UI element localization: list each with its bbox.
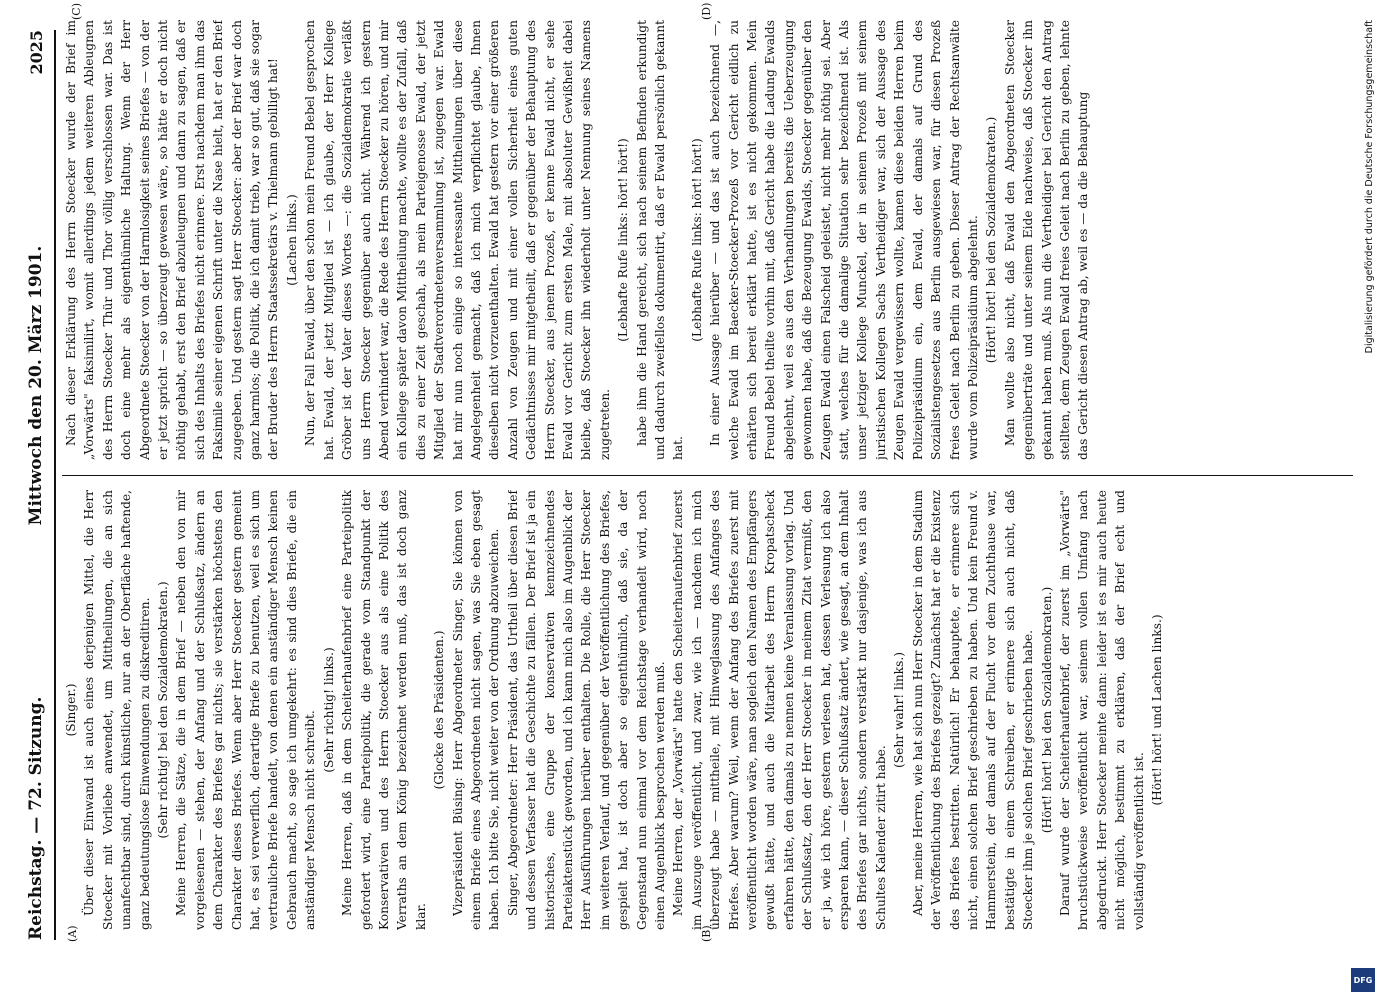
paragraph: (Glocke des Präsidenten.) [432, 630, 447, 790]
right-text-column [62, 20, 1353, 460]
page-number: 2025 [26, 30, 46, 75]
paragraph: (Lachen links.) [284, 194, 299, 286]
margin-marker-d: (D) [700, 2, 713, 20]
margin-marker-a: (A) [66, 925, 79, 942]
paragraph: (Singer.) [64, 683, 78, 737]
header-rule [54, 30, 56, 940]
paragraph: Meine Herren, daß in dem Scheiterhaufenbrief eine Parteipolitik gefordert wird, eine Parteipolitik, die gerade vom Standpunkt der Konservativen und des Herrn Stoecker aus als eine Politik des Verraths an dem König bezeichnet werden muß, das ist doch ganz klar. [340, 490, 428, 930]
paragraph: Meine Herren, der „Vorwärts" hatte den Scheiterhaufenbrief zuerst im Auszuge veröffentlicht, und zwar, wie ich — nachdem ich mich überzeugt habe — mittheile, mit Hinweglassung des Anfanges des Briefes. Aber warum? Weil, wenn der Anfang des Briefes zuerst mit veröffentlicht worden wäre, man sogleich den Namen des Empfängers gewußt hätte, und auch die Mitarbeit des Herrn Kropatscheck erfahren hätte, den damals zu nennen keine Veranlassung vorlag. Und der Schlußsatz, den der Herr Stoecker in meinem Zitat vermißt, den er ja, wie ich höre, gestern verlesen hat, dessen Verlesung ich also ersparen kann, — dieser Schlußsatz ändert, wie gesagt, an dem Inhalt des Briefes gar nichts, sondern verstärkt nur dasjenige, was ich aus Schultes Kalender zitirt habe. [671, 490, 888, 930]
paragraph: (Hört! hört! und Lachen links.) [1149, 614, 1164, 806]
digitization-note: Digitalisierung gefördert durch die Deutsche Forschungsgemeinschaft [1364, 20, 1375, 354]
paragraph: Meine Herren, die Sätze, die in dem Brief — neben den von mir vorgelesenen — stehen, der Anfang und der Schlußsatz, ändern an dem Charakter des Briefes gar nichts; sie verstärken höchstens den Charakter dieses Briefes. Wenn aber Herr Stoecker gestern gemeint hat, es sei verwerflich, derartige Briefe zu benutzen, weil es sich um vertrauliche Briefe handelt, von denen ein anständiger Mensch keinen Gebrauch macht, so sage ich umgekehrt: es sind dies Briefe, die ein anständiger Mensch nicht schreibt. [174, 490, 318, 930]
paragraph: Über dieser Einwand ist auch eines derjenigen Mittel, die Herr Stoecker mit Vorliebe anwendet, um Mittheilungen, die an sich unanfechtbar sind, durch künstliche, nur an der Oberfläche haftende, ganz bedeutungslose Einwendungen zu diskreditiren. [82, 490, 152, 930]
paragraph: Darauf wurde der Scheiterhaufenbrief, der zuerst im „Vorwärts" bruchstückweise veröffentlicht war, seinem vollen Umfang nach abgedruckt. Herr Stoecker meinte dann: leider ist es mir auch heute nicht möglich, bestimmt zu erklären, daß der Brief echt und vollständig veröffentlicht ist. [1057, 490, 1146, 930]
paragraph: Nun, der Fall Ewald, über den schon mein Freund Bebel gesprochen hat. Ewald, der jetzt Mitglied ist — ich glaube, der Herr Kollege Gröber ist der Vater dieses Wortes —: die Sozialdemokratie verläßt uns Herrn Stoecker gegenüber auch nicht. Während ich gestern Abend verhindert war, die Rede des Herrn Stoecker zu hören, und mir ein Kollege später davon Mittheilung machte, wollte es der Zufall, daß dies zu einer Zeit geschah, als mein Parteigenosse Ewald, der jetzt Mitglied der Stadtverordnetenversammlung ist, zugegen war. Ewald hat mir nun noch einige so interessante Mittheilungen über diese Angelegenheit gemacht, daß ich mich verpflichtet glaube, Ihnen dieselben nicht vorzuenthalten. Ewald hat gestern vor einer größeren Anzahl von Zeugen und mit einer vollen Sicherheit eines guten Gedächtnisses mir mitgetheilt, daß er gegenüber der Behauptung des Herrn Stoecker, aus jenem Prozeß, er kenne Ewald nicht, er sehe Ewald vor Gericht zum ersten Male, mit absoluter Gewißheit dabei bleibe, daß Stoecker ihn wiederholt unter Nennung seines Namens zugetreten. [303, 20, 612, 460]
paragraph: (Hört! hört! bei den Sozialdemokraten.) [1039, 586, 1054, 834]
column-divider [62, 475, 1353, 476]
header-title-center: Mittwoch den 20. März 1901. [26, 245, 46, 526]
paragraph: (Hört! hört! bei den Sozialdemokraten.) [984, 116, 999, 364]
paragraph: (Lebhafte Rufe links: hört! hört!) [689, 138, 704, 342]
paragraph: habe ihm die Hand gereicht, sich nach seinem Befinden erkundigt und dadurch zweifellos dokumentirt, daß er Ewald persönlich gekannt hat. [634, 20, 686, 460]
paragraph: Aber, meine Herren, wie hat sich nun Herr Stoecker in dem Stadium der Veröffentlichung des Briefes gezeigt? Zunächst hat er die Existenz des Briefes bestritten. Natürlich! Er behauptete, er erinnere sich nicht, einen solchen Brief geschrieben zu haben. Und kein Freund v. Hammerstein, der damals auf der Flucht vor dem Zuchthause war, bestätigte in einem Schreiben, er erinnere sich auch nicht, daß Stoecker ihm je solchen Brief geschrieben habe. [910, 490, 1036, 930]
paragraph: Man wollte also nicht, daß Ewald den Abgeordneten Stoecker gegenüberträte und unter seinem Eide nachweise, daß Stoecker ihn gekannt haben muß. Als nun die Vertheidiger bei Gericht den Antrag stellten, dem Zeugen Ewald freies Geleit nach Berlin zu geben, lehnte das Gericht diesen Antrag ab, weil es — da die Behauptung [1002, 20, 1091, 460]
margin-marker-c: (C) [70, 3, 83, 20]
paragraph: (Sehr richtig! links.) [321, 647, 336, 773]
paragraph: Vizepräsident Büsing: Herr Abgeordneter Singer, Sie können von einem Briefe eines Abgeordneten nicht sagen, was Sie eben gesagt haben. Ich bitte Sie, nicht weiter von der Ordnung abzuweichen. [450, 490, 502, 930]
paragraph: (Sehr richtig! bei den Sozialdemokraten.) [156, 581, 171, 839]
paragraph: Singer, Abgeordneter: Herr Präsident, das Urtheil über diesen Brief und dessen Verfasser hat die Geschichte zu fällen. Der Brief ist ja ein historisches, eine Gruppe der konservativen kennzeichnendes Parteiaktenstück geworden, und ich kann mich also im Augenblick der Herr Ausführungen hierüber enthalten. Die Rolle, die Herr Stoecker im weiteren Verlauf, und gegenüber der Veröffentlichung des Briefes, gespielt hat, ist doch aber so eigenthümlich, daß sie, da der Gegenstand nun einmal vor dem Reichstage verhandelt wird, noch einen Augenblick besprochen werden muß. [505, 490, 667, 930]
paragraph: (Lebhafte Rufe links: hört! hört!) [616, 138, 631, 342]
margin-marker-b: (B) [700, 925, 713, 942]
left-text-column [62, 490, 1353, 930]
paragraph: Nach dieser Erklärung des Herrn Stoecker wurde der Brief im „Vorwärts" faksimilirt, womit allerdings jedem weiteren Ableugnen des Herrn Stoecker Thür und Thor völlig verschlossen war. Das ist doch eine mehr als eigenthümliche Haltung. Wenn der Herr Abgeordnete Stoecker von der Harmlosigkeit seines Briefes — von der er jetzt spricht — so überzeugt gewesen wäre, so hätte er doch nicht nöthig gehabt, erst den Brief abzuleugnen und dann zu sagen, daß er sich des Inhalts des Briefes nicht erinnere. Erst nachdem man ihm das Faksimile seiner eigenen Schrift unter die Nase hielt, hat er den Brief zugegeben. Und gestern sagt Herr Stoecker: aber der Brief war doch ganz harmlos; die Politik, die ich damit trieb, war so gut, daß sie sogar der Bruder des Herrn Staatssekretärs v. Thielmann gebilligt hat! [64, 20, 281, 460]
paragraph: In einer Aussage hierüber — und das ist auch bezeichnend —, welche Ewald im Baecker-Stoecker-Prozeß vor Gericht eidlich zu erhärten sich bereit erklärt hatte, ist es nicht gekommen. Mein Freund Bebel theilte vorhin mit, daß Gericht habe die Ladung Ewalds abgelehnt, weil es aus den Verhandlungen bereits die Ueberzeugung gewonnen habe, daß die Bezeugung Ewalds, Stoecker gegenüber den Zeugen Ewald einen Falscheid geleistet, nicht mehr nöthig sei. Aber statt, welches für die damalige Situation sehr bezeichnend ist. Als unser jetziger Kollege Munckel, der in seinem Prozeß mit seinem juristischen Kollegen Sachs Vertheidiger war, sich der Aussage des Zeugen Ewald vergewissern wollte, kamen diese beiden Herren beim Polizeipräsidium ein, dem Ewald, der damals auf Grund des Sozialistengesetzes aus Berlin ausgewiesen war, für diesen Prozeß freies Geleit nach Berlin zu geben. Dieser Antrag der Rechtsanwälte wurde vom Polizeipräsidium abgelehnt. [708, 20, 980, 460]
header-title-left: Reichstag. — 72. Sitzung. [26, 696, 46, 940]
page-header [22, 30, 50, 940]
paragraph: (Sehr wahr! links.) [892, 652, 907, 768]
dfg-logo: DFG [1351, 968, 1375, 992]
